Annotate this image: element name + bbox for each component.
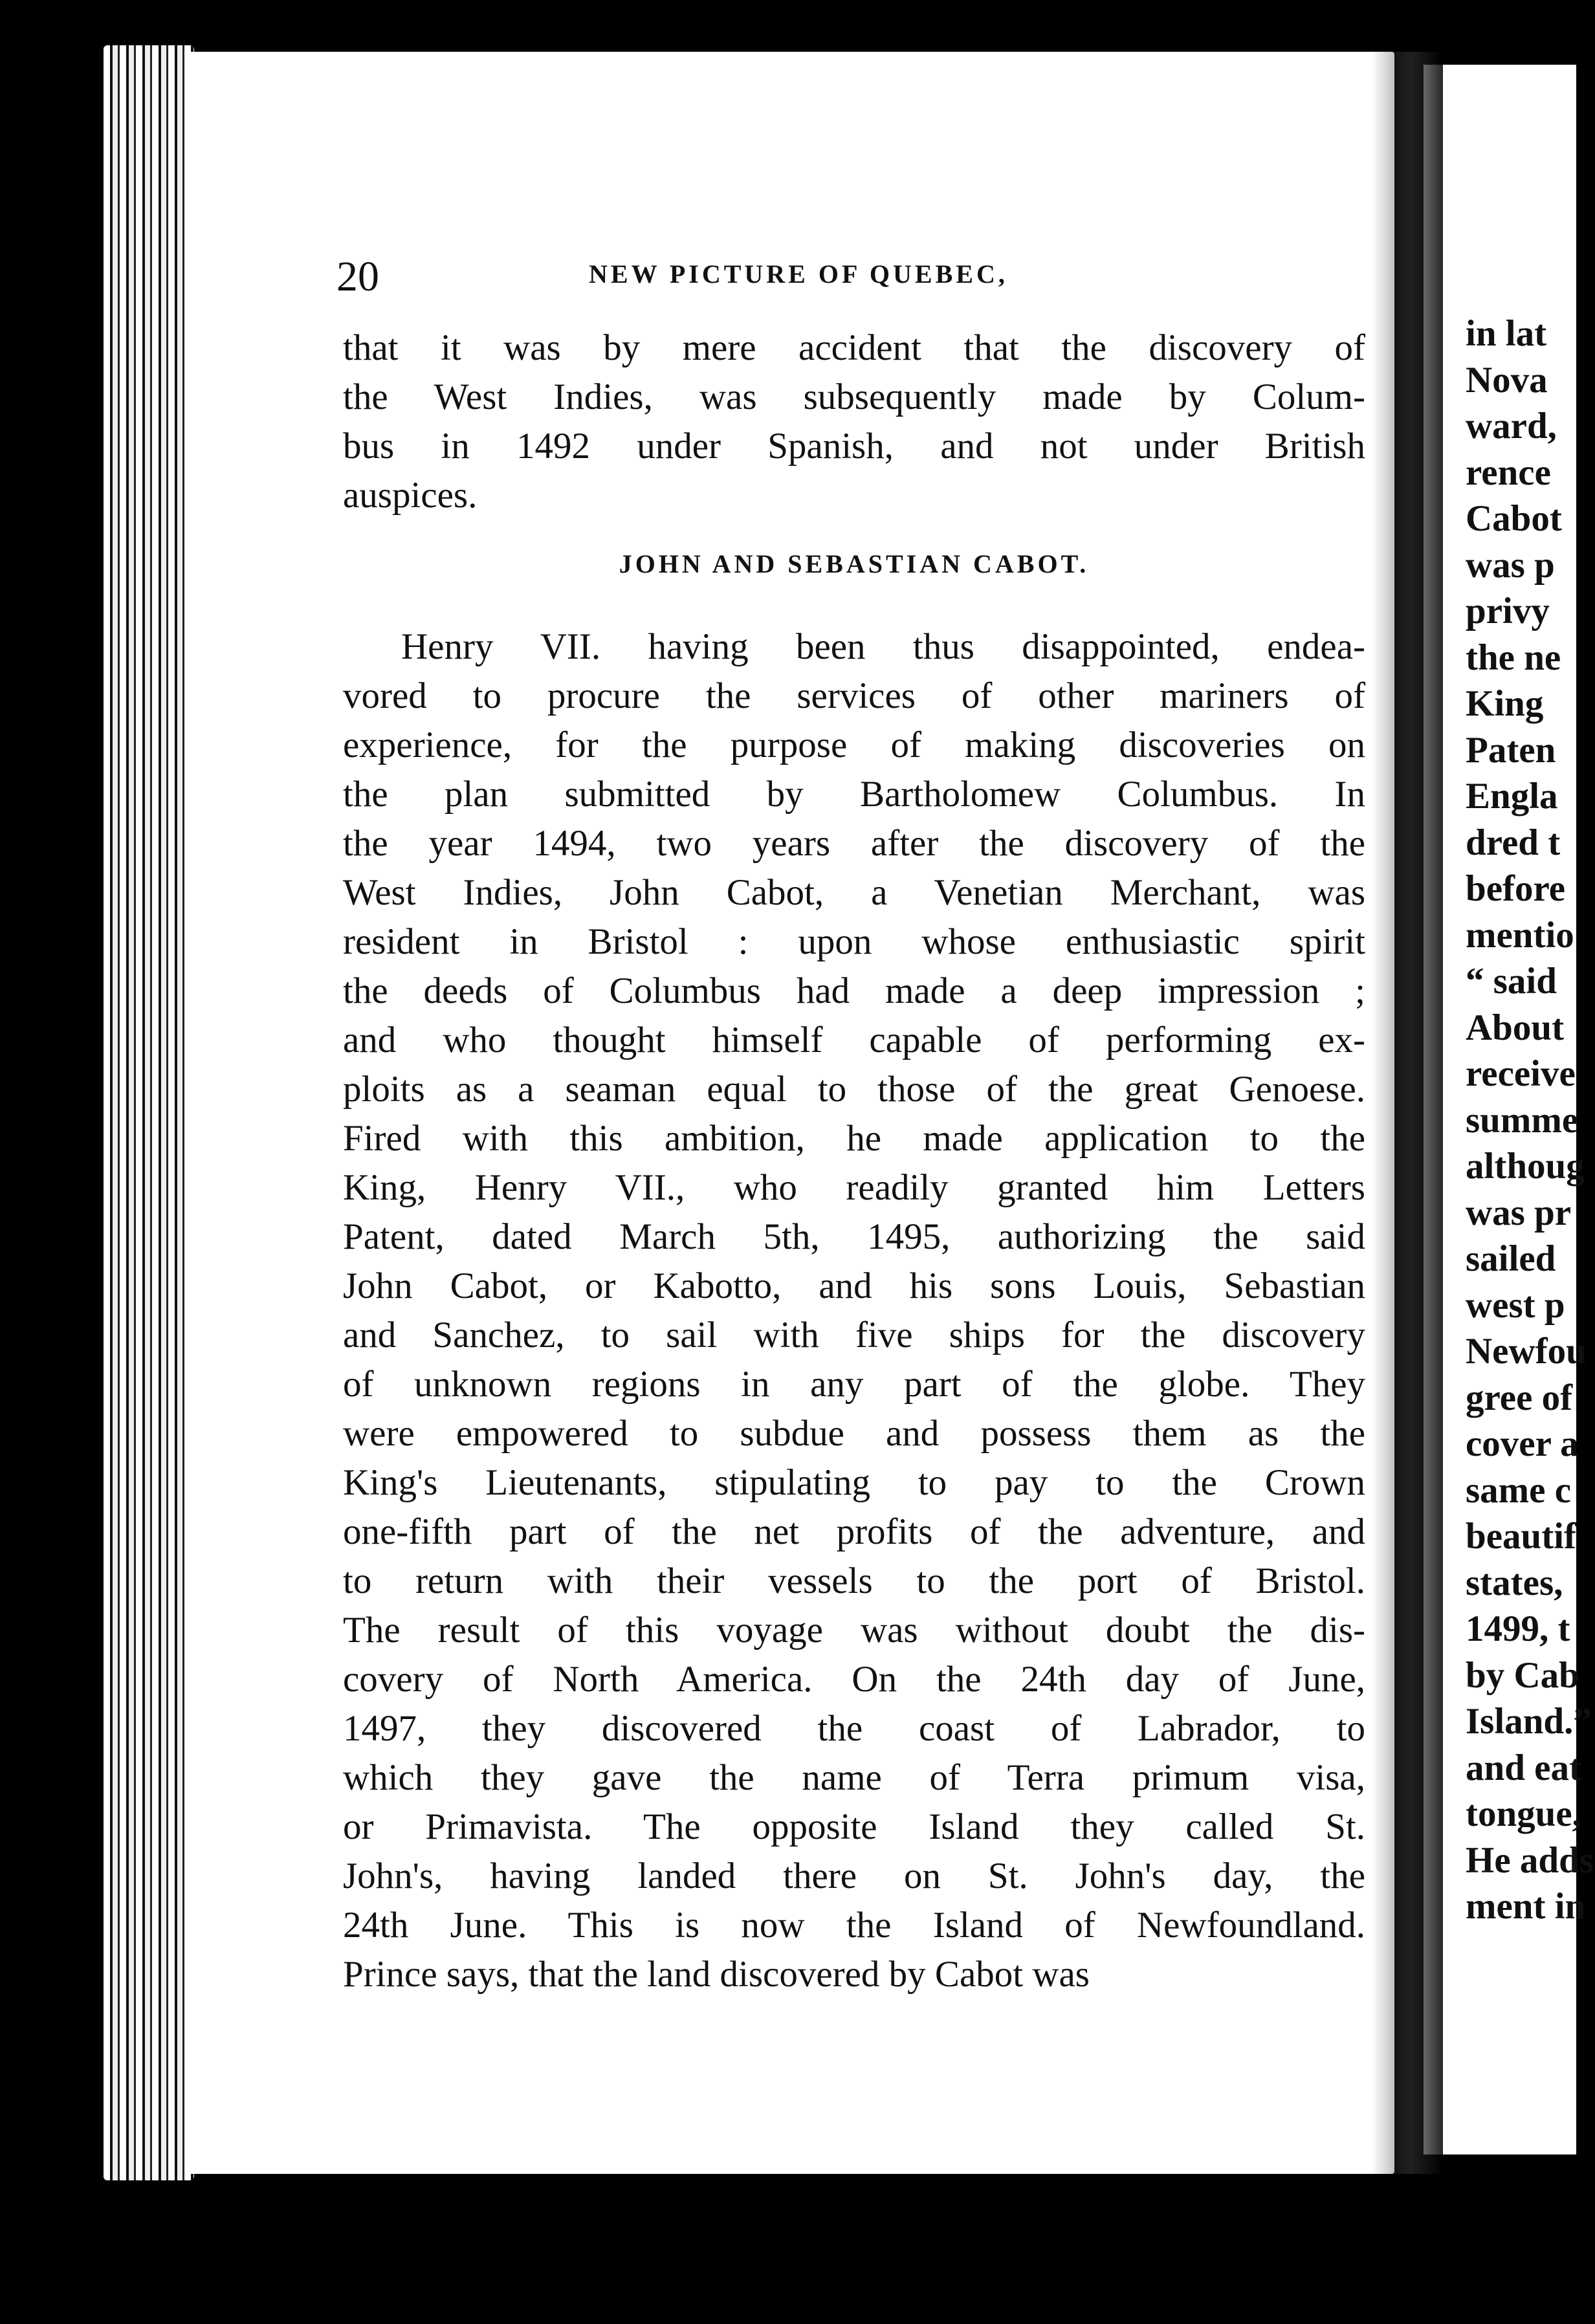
facing-page-line: Nova (1466, 359, 1548, 400)
text-line: auspices. (343, 475, 478, 516)
text-line: one-fifth part of the net profits of the adventure, and (343, 1511, 1365, 1552)
text-line: John's, having landed there on St. John's day, the (343, 1856, 1365, 1896)
text-line: ploits as a seaman equal to those of the great Genoese. (343, 1069, 1365, 1110)
facing-page-line: summe (1466, 1099, 1579, 1141)
facing-page-line: the ne (1466, 637, 1561, 678)
text-line: covery of North America. On the 24th day of June, (343, 1659, 1365, 1700)
facing-page-line: rence (1466, 452, 1551, 493)
text-line: The result of this voyage was without doubt the dis- (343, 1610, 1365, 1650)
facing-page-line: was pr (1466, 1192, 1572, 1233)
text-line: Fired with this ambition, he made application to the (343, 1118, 1365, 1159)
facing-page-line: King (1466, 683, 1544, 724)
text-line: Patent, dated March 5th, 1495, authorizing the said (343, 1216, 1365, 1257)
facing-page-line: tongue, (1466, 1793, 1581, 1834)
page-number: 20 (336, 253, 379, 300)
gutter-shadow (1372, 52, 1443, 2174)
facing-page-line: Island.” (1466, 1701, 1592, 1742)
facing-page-line: in lat (1466, 313, 1547, 354)
main-paragraph (343, 622, 1365, 1999)
facing-page-line: ment in (1466, 1886, 1586, 1927)
text-line: the deeds of Columbus had made a deep impression ; (343, 970, 1365, 1011)
facing-page-line: west p (1466, 1284, 1565, 1326)
intro-paragraph (343, 323, 1365, 520)
text-line: and who thought himself capable of performing ex- (343, 1020, 1365, 1060)
text-line: experience, for the purpose of making discoveries on (343, 725, 1365, 765)
facing-page-line: Cabot (1466, 498, 1562, 539)
facing-page-line: and eat (1466, 1747, 1581, 1788)
page-edges (104, 45, 194, 2180)
text-line: John Cabot, or Kabotto, and his sons Louis, Sebastian (343, 1266, 1365, 1306)
facing-page-line: gree of (1466, 1377, 1573, 1418)
facing-page-text (1466, 311, 1595, 1930)
text-line: of unknown regions in any part of the globe. They (343, 1364, 1365, 1405)
facing-page-line: ward, (1466, 406, 1557, 446)
text-line: resident in Bristol : upon whose enthusiastic spirit (343, 921, 1365, 962)
facing-page-line: “ said (1466, 961, 1557, 1002)
facing-page-line: receive (1466, 1053, 1576, 1094)
facing-page-line: Newfou (1466, 1331, 1587, 1372)
text-line: and Sanchez, to sail with five ships for the discovery (343, 1315, 1365, 1355)
facing-page-line: privy (1466, 591, 1550, 631)
facing-page-line: About (1466, 1007, 1565, 1048)
text-line: the plan submitted by Bartholomew Columbus. In (343, 774, 1365, 815)
facing-page-line: He adds (1466, 1839, 1594, 1881)
facing-page-line: by Cab (1466, 1654, 1579, 1696)
text-line: were empowered to subdue and possess them as the (343, 1413, 1365, 1454)
text-line: that it was by mere accident that the discovery of (343, 327, 1365, 368)
facing-page-line: beautif (1466, 1516, 1576, 1557)
text-line: the year 1494, two years after the discovery of the (343, 823, 1365, 864)
facing-page-line: was p (1466, 544, 1555, 586)
text-line: 24th June. This is now the Island of Newfoundland. (343, 1905, 1365, 1946)
text-line: King, Henry VII., who readily granted him Letters (343, 1167, 1365, 1208)
text-line: or Primavista. The opposite Island they called St. (343, 1806, 1365, 1847)
text-line: King's Lieutenants, stipulating to pay to the Crown (343, 1462, 1365, 1503)
body-text (343, 323, 1365, 1999)
facing-page-line: Engla (1466, 776, 1558, 817)
text-line: 1497, they discovered the coast of Labrador, to (343, 1708, 1365, 1749)
text-line: West Indies, John Cabot, a Venetian Merchant, was (343, 872, 1365, 913)
text-line: Henry VII. having been thus disappointed, endea- (401, 626, 1365, 667)
facing-page-line: cover a (1466, 1423, 1579, 1464)
text-line: vored to procure the services of other mariners of (343, 675, 1365, 716)
facing-page-line: same c (1466, 1469, 1572, 1511)
running-head (336, 246, 1372, 304)
facing-page-line: states, (1466, 1562, 1563, 1603)
facing-page-line: sailed (1466, 1238, 1556, 1279)
facing-page-line: althoug (1466, 1146, 1585, 1187)
facing-page-line: 1499, t (1466, 1608, 1570, 1649)
facing-page-line: dred t (1466, 822, 1561, 863)
text-line: the West Indies, was subsequently made by Colum- (343, 377, 1365, 417)
facing-page-line: Paten (1466, 729, 1556, 771)
section-heading: JOHN AND SEBASTIAN CABOT. (619, 549, 1090, 578)
text-line: which they gave the name of Terra primum visa, (343, 1757, 1365, 1798)
facing-page-line: before (1466, 868, 1566, 909)
text-line: to return with their vessels to the port of Bristol. (343, 1561, 1365, 1601)
page-title: NEW PICTURE OF QUEBEC, (589, 259, 1008, 289)
facing-page-line: mentio (1466, 914, 1574, 956)
text-line: Prince says, that the land discovered by Cabot was (343, 1954, 1090, 1995)
text-line: bus in 1492 under Spanish, and not under British (343, 426, 1365, 466)
